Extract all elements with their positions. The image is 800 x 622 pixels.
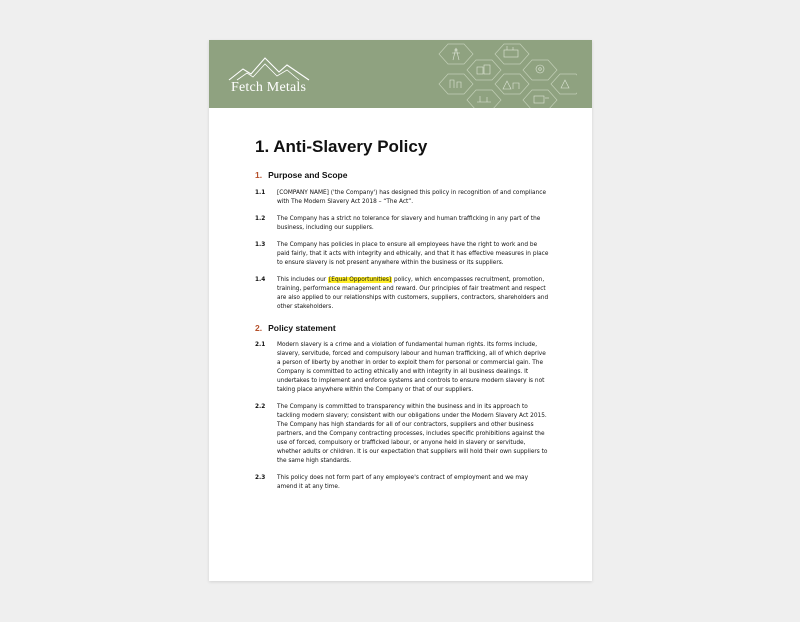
section-title: Purpose and Scope [268, 170, 348, 180]
document-page [209, 40, 592, 581]
clause [255, 276, 555, 312]
clause [255, 474, 555, 492]
clause-text [277, 276, 549, 312]
clause-number: 2.1 [255, 342, 266, 348]
section-number: 2. [255, 323, 263, 333]
clause [255, 403, 555, 466]
industry-hexagons-icon [437, 40, 577, 108]
document-body [255, 136, 555, 492]
header-band [209, 40, 592, 108]
section-heading [255, 170, 555, 180]
clause-number: 1.2 [255, 216, 266, 222]
highlighted-placeholder: [Equal Opportunities] [329, 277, 392, 283]
clause-text: This policy does not form part of any employee's contract of employment and we may amend it at any time. [277, 475, 529, 490]
document-title: 1. Anti-Slavery Policy [255, 137, 428, 156]
clause [255, 189, 555, 207]
clause [255, 241, 555, 268]
clause-text: Modern slavery is a crime and a violation of fundamental human rights. Its forms include, slavery, servitude, forced and compulsory labour and human trafficking, all of which deprive a person of liberty by another in order to exploit them for personal or commercial gain. The Company is committed to acting ethically and with integrity in all business dealings. It undertakes to implement and enforce systems and controls to ensure modern slavery is not taking place anywhere within the Company or that of our suppliers. [277, 342, 546, 393]
mountains-logo-icon [227, 52, 311, 82]
clause-number: 2.3 [255, 475, 266, 481]
clause-text-after: policy, which encompasses recruitment, promotion, training, performance management and reward. Our principles of fair treatment and respect are also applied to our relationships with customers, suppliers, contractors, shareholders and other stakeholders. [277, 277, 549, 310]
clause-number: 2.2 [255, 404, 266, 410]
clause [255, 215, 555, 233]
clause-text: The Company has policies in place to ensure all employees have the right to work and be paid fairly, that it acts with integrity and ethically, and that it has effective measures in place to ensure slavery is not present anywhere within the business or its suppliers. [277, 242, 549, 266]
section-title: Policy statement [268, 323, 336, 333]
clause-text: The Company is committed to transparency within the business and in its approach to tackling modern slavery; consistent with our obligations under the Modern Slavery Act 2015. The Company has high standards for all of our contractors, suppliers and other business partners, and the Company contracting processes, includes specific prohibitions against the use of forced, compulsory or trafficked labour, or anyone held in slavery or servitude, whether adults or children. It is our expectation that suppliers will hold their own suppliers to the same high standards. [277, 404, 548, 464]
clause-number: 1.3 [255, 242, 266, 248]
section-heading [255, 323, 555, 333]
clause [255, 341, 555, 395]
section-number: 1. [255, 170, 263, 180]
brand-name: Fetch Metals [231, 80, 307, 95]
clause-text: [COMPANY NAME] ('the Company') has designed this policy in recognition of and compliance with The Modern Slavery Act 2018 – “The Act”. [277, 190, 547, 205]
clause-text-before: This includes our [277, 277, 329, 283]
clause-text: The Company has a strict no tolerance for slavery and human trafficking in any part of the business, including our suppliers. [277, 216, 541, 231]
clause-number: 1.4 [255, 277, 266, 283]
clause-number: 1.1 [255, 190, 266, 196]
